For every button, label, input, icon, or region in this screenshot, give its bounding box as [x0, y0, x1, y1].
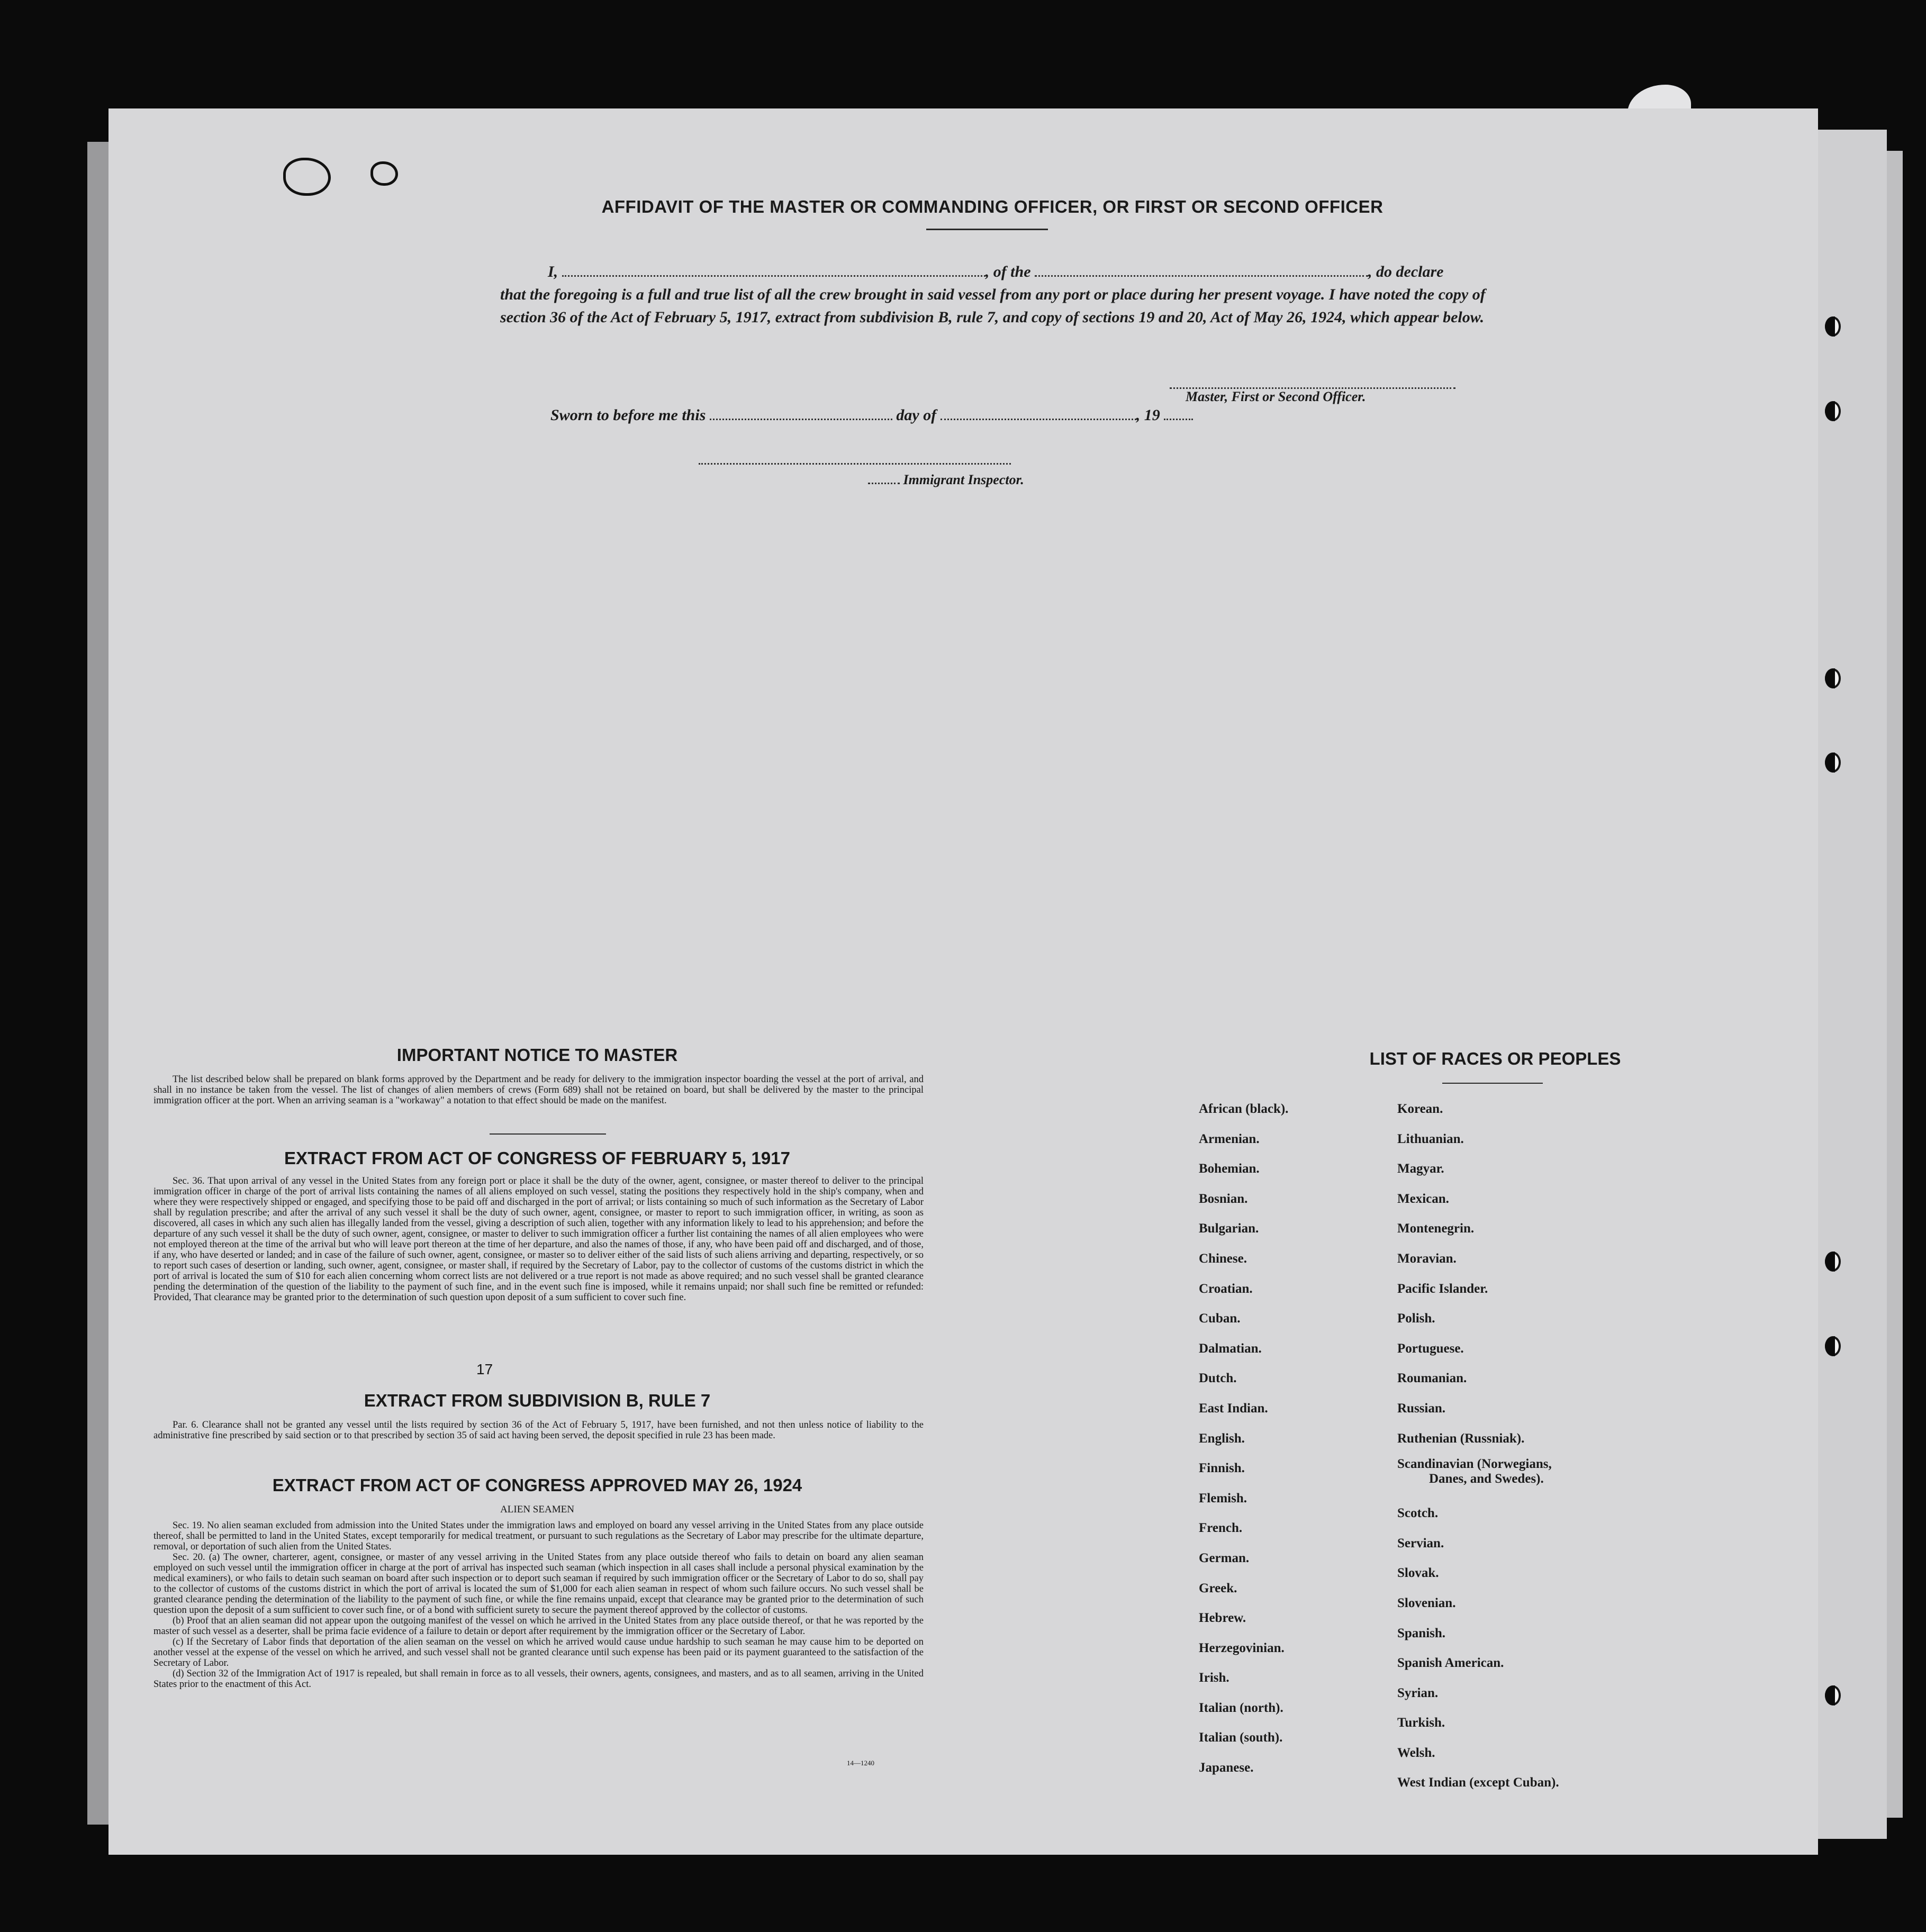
race-item: Herzegovinian. — [1199, 1640, 1285, 1655]
binder-hole — [1825, 316, 1841, 337]
extract-1924-sec20b: (b) Proof that an alien seaman did not appear upon the outgoing manifest of the vessel on which he arrived in the United States from any place outside thereof, or that he was reported by the master of such vessel as a deserter, shall be prima facie evidence of a failure to detain or deport after requirement by the immigration officer or the Secretary of Labor. — [153, 1616, 924, 1637]
affidavit-declare-label: , do declare — [1368, 263, 1444, 280]
race-item: Bosnian. — [1199, 1191, 1248, 1206]
page-edge-back — [1887, 151, 1903, 1818]
extract-1924-subtitle: ALIEN SEAMEN — [500, 1504, 574, 1515]
race-item: African (black). — [1199, 1102, 1289, 1116]
form-number: 14—1240 — [847, 1759, 874, 1767]
race-item: Japanese. — [1199, 1761, 1254, 1775]
races-divider — [1442, 1083, 1543, 1084]
race-item: Pacific Islander. — [1397, 1281, 1488, 1296]
binder-hole — [1825, 668, 1841, 688]
race-item: Magyar. — [1397, 1162, 1444, 1176]
race-item: Russian. — [1397, 1401, 1446, 1416]
handwritten-mark: 17 — [476, 1361, 493, 1377]
race-item: Finnish. — [1199, 1461, 1245, 1476]
extract-rule7-title: EXTRACT FROM SUBDIVISION B, RULE 7 — [364, 1391, 711, 1410]
race-item: Moravian. — [1397, 1251, 1457, 1266]
binder-hole — [1825, 1685, 1841, 1706]
page-edge — [1818, 130, 1887, 1839]
race-item: East Indian. — [1199, 1401, 1268, 1416]
sworn-year-prefix: , 19 — [1136, 406, 1160, 424]
race-item: Cuban. — [1199, 1311, 1241, 1326]
extract-1924-sec20a: Sec. 20. (a) The owner, charterer, agent, consignee, or master of any vessel arriving in the United States from any place outside thereof who fails to detain on board any alien seaman employed on such vessel until the immigration officer in charge at the port of arrival has inspected such seaman (which inspection in all cases shall include a personal physical examination by the medical examiners), or who fails to detain such seaman on board after such inspection or to deport such seaman if required by such immigration officer or the Secretary of Labor to do so, shall pay to the collector of customs of the customs district in which the port of arrival is located the sum of $1,000 for each alien seaman in respect of whom such failure occurs. No such vessel shall be granted clearance pending the determination of the liability to the payment of such fine, or while the fine remains unpaid, except that clearance may be granted prior to the determination of such question upon the deposit of a sum sufficient to cover such fine, or of a bond with sufficient surety to secure the payment thereof approved by the collector of customs. — [153, 1552, 924, 1616]
race-item: Bohemian. — [1199, 1162, 1260, 1176]
race-item: Roumanian. — [1397, 1371, 1467, 1386]
sworn-day-line — [710, 405, 892, 420]
race-item: Slovenian. — [1397, 1595, 1456, 1610]
extract-1924-sec20c: (c) If the Secretary of Labor finds that deportation of the alien seaman on the vessel on which he arrived would cause undue hardship to such seaman he may cause him to be deported on another vessel at the expense of the vessel on which he arrived, and such vessel shall not be granted clearance until such expense has been paid or its payment guaranteed to the satisfaction of the Secretary of Labor. — [153, 1637, 924, 1668]
race-item: Ruthenian (Russniak). — [1397, 1431, 1525, 1446]
extract-1924-sec20d: (d) Section 32 of the Immigration Act of 1917 is repealed, but shall remain in force as to all vessels, their owners, agents, consignees, and masters, and as to all seamen, arriving in the United States prior to the enactment of this Act. — [153, 1668, 924, 1690]
extract-1917-paragraph: Sec. 36. That upon arrival of any vessel in the United States from any foreign port or place it shall be the duty of the owner, agent, consignee, or master thereof to deliver to the principal immigration officer in charge of the port of arrival lists containing the names of all aliens employed on such vessel, stating the positions they respectively hold in the ship's company, when and where they were respectively shipped or engaged, and specifying those to be paid off and discharged in the port of arrival; or lists containing so much of such information as the Secretary of Labor shall by regulation prescribe; and after the arrival of any such vessel it shall be the duty of such owner, agent, consignee, or master to report to such immigration officer, in writing, as soon as discovered, all cases in which any such alien has illegally landed from the vessel, giving a description of such alien, together with any information likely to lead to his apprehension; and before the departure of any such vessel it shall be the duty of such owner, agent, consignee, or master to deliver to such immigration officer a further list containing the names of all alien employees who were not employed thereon at the time of the arrival but who will leave port thereon at the time of her departure, and also the names of those, if any, who have been paid off and discharged, and of those, if any, who have deserted or landed; and in case of the failure of such owner, agent, consignee, or master so to deliver either of the said lists of such aliens arriving and departing, respectively, or so to report such cases of desertion or landing, such owner, agent, consignee, or master shall, if required by the Secretary of Labor, pay to the collector of customs of the customs district in which the port of arrival is located the sum of $10 for each alien concerning whom correct lists are not delivered or a true report is not made as above required; and no such vessel shall be granted clearance pending the determination of the question of the liability to the payment of such fine, and in the event such fine is imposed, while it remains unpaid; nor shall such fine be remitted or refunded: Provided, That clearance may be granted prior to the determination of such question upon deposit of a sum sufficient to cover such fine. — [153, 1176, 924, 1303]
race-item: Welsh. — [1397, 1745, 1435, 1760]
sworn-year-line — [1164, 405, 1193, 420]
extract-rule7-text — [153, 1420, 924, 1441]
heading-divider — [926, 229, 1048, 230]
races-right-column — [1397, 1094, 1559, 1798]
race-item: Servian. — [1397, 1536, 1444, 1550]
race-item: Scotch. — [1397, 1506, 1439, 1521]
inspector-label — [868, 472, 1024, 488]
sworn-prefix: Sworn to before me this — [550, 406, 706, 424]
notice-title: IMPORTANT NOTICE TO MASTER — [396, 1045, 678, 1065]
name-field-line — [562, 261, 985, 277]
inspector-lead-dots — [868, 473, 900, 484]
races-title: LIST OF RACES OR PEOPLES — [1369, 1049, 1621, 1068]
race-item: Irish. — [1199, 1671, 1229, 1685]
race-item: Montenegrin. — [1397, 1221, 1475, 1236]
race-item: Armenian. — [1199, 1131, 1260, 1146]
extract-1924-title: EXTRACT FROM ACT OF CONGRESS APPROVED MAY 26, 1924 — [272, 1475, 802, 1495]
race-item: French. — [1199, 1521, 1243, 1536]
race-item: Chinese. — [1199, 1251, 1247, 1266]
binder-hole — [1825, 1336, 1841, 1356]
notice-divider — [490, 1133, 606, 1135]
race-item: Spanish American. — [1397, 1656, 1504, 1671]
binder-hole — [1825, 752, 1841, 773]
vessel-field-line — [1035, 261, 1368, 277]
race-item: Danes, and Swedes). — [1429, 1472, 1544, 1486]
race-item: Hebrew. — [1199, 1611, 1246, 1626]
race-item: Dutch. — [1199, 1371, 1237, 1386]
race-item: Slovak. — [1397, 1566, 1439, 1581]
race-item: Flemish. — [1199, 1491, 1247, 1505]
race-item: Italian (south). — [1199, 1730, 1283, 1745]
notice-text — [153, 1074, 924, 1106]
master-signature-label: Master, First or Second Officer. — [1186, 389, 1366, 404]
race-item: Mexican. — [1397, 1191, 1449, 1206]
extract-rule7-paragraph: Par. 6. Clearance shall not be granted any vessel until the lists required by section 36 of the Act of February 5, 1917, have been furnished, and not then unless notice of liability to the administrative fine prescribed by said section or to that prescribed by section 35 of said act having been served, the deposit specified in rule 23 has been made. — [153, 1420, 924, 1441]
sworn-day-of: day of — [896, 406, 937, 424]
extract-1924-text — [153, 1520, 924, 1690]
race-item: Dalmatian. — [1199, 1341, 1262, 1356]
race-item: Spanish. — [1397, 1626, 1446, 1640]
affidavit-i-label: I, — [548, 263, 558, 280]
extract-1917-text — [153, 1176, 924, 1303]
affidavit-body: that the foregoing is a full and true list of all the crew brought in said vessel from any port or place during her present voyage. I have noted the copy of section 36 of the Act of February 5, 1917, extract from subdivision B, rule 7, and copy of sections 19 and 20, Act of May 26, 1924, which appear below. — [500, 286, 1486, 326]
race-item: Bulgarian. — [1199, 1221, 1259, 1236]
race-item: Korean. — [1397, 1102, 1443, 1116]
ink-blot-mark — [370, 161, 398, 186]
race-item: English. — [1199, 1431, 1245, 1446]
race-item: Croatian. — [1199, 1281, 1253, 1296]
race-item: German. — [1199, 1550, 1250, 1565]
races-left-column — [1199, 1094, 1288, 1783]
race-item: Syrian. — [1397, 1685, 1439, 1700]
race-item: Scandinavian (Norwegians, — [1397, 1457, 1552, 1472]
notice-paragraph: The list described below shall be prepared on blank forms approved by the Department and be ready for delivery to the immigration inspector boarding the vessel at the port of arrival, and shall in no instance be taken from the vessel. The list of changes of alien members of crews (Form 689) shall not be retained on board, but shall be delivered by the master to the principal immigration officer at the port. When an arriving seaman is a "workaway" a notation to that effect should be made on the manifest. — [153, 1074, 924, 1106]
extract-1924-sec19: Sec. 19. No alien seaman excluded from admission into the United States under the immigration laws and employed on board any vessel arriving in the United States from any place outside thereof, shall be permitted to land in the United States, except temporarily for medical treatment, or pursuant to such regulations as the Secretary of Labor may prescribe for the ultimate departure, removal, or deportation of such alien from the United States. — [153, 1520, 924, 1552]
inspector-signature-line — [699, 463, 1011, 465]
race-item: Greek. — [1199, 1581, 1237, 1595]
race-item: Polish. — [1397, 1311, 1435, 1326]
race-item: Portuguese. — [1397, 1341, 1464, 1356]
binder-hole — [1825, 1251, 1841, 1272]
affidavit-of-the-label: , of the — [985, 263, 1031, 280]
race-item: West Indian (except Cuban). — [1397, 1775, 1559, 1790]
binder-hole — [1825, 401, 1841, 421]
race-item: Turkish. — [1397, 1716, 1445, 1730]
extract-1917-title: EXTRACT FROM ACT OF CONGRESS OF FEBRUARY 5, 1917 — [284, 1148, 790, 1168]
race-item: Lithuanian. — [1397, 1131, 1464, 1146]
inspector-label-text: Immigrant Inspector. — [903, 472, 1024, 487]
affidavit-heading: AFFIDAVIT OF THE MASTER OR COMMANDING OFFICER, OR FIRST OR SECOND OFFICER — [601, 197, 1384, 216]
sworn-line — [550, 405, 1193, 424]
sworn-month-line — [941, 405, 1136, 420]
ink-blot-mark — [283, 158, 331, 196]
affidavit-text — [500, 260, 1495, 329]
race-item: Italian (north). — [1199, 1700, 1283, 1715]
